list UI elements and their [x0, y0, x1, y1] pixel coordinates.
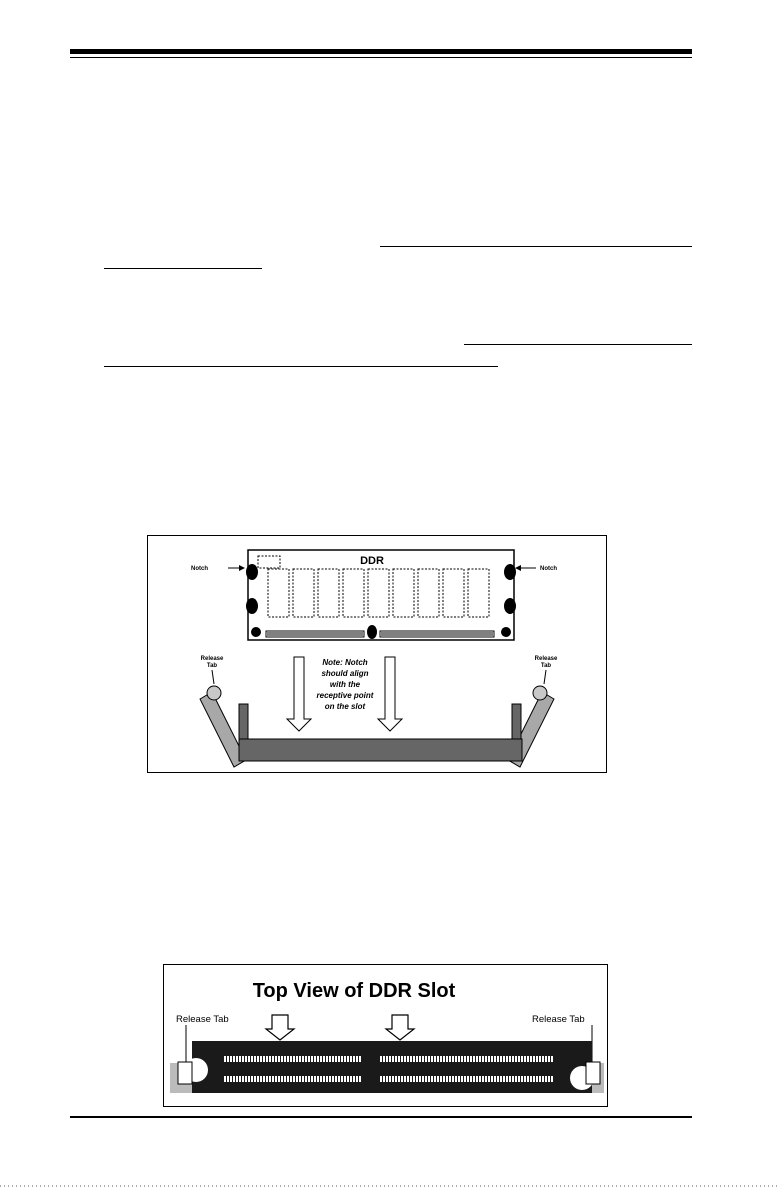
svg-text:should align: should align — [321, 669, 369, 678]
notch-label-left: Notch — [191, 566, 208, 572]
release-tab-left-line2: Tab — [206, 663, 218, 669]
underline-2b — [104, 366, 498, 367]
slot-release-tab-right — [586, 1062, 600, 1084]
slot-body — [192, 1041, 592, 1093]
gold-fingers — [266, 631, 494, 637]
scan-border-dots — [0, 1182, 779, 1189]
footer-rule — [70, 1116, 692, 1118]
svg-text:Note: Notch: Note: Notch — [322, 658, 368, 667]
underline-1a — [380, 246, 692, 247]
underline-2a — [464, 344, 692, 345]
header-rule-thick — [70, 49, 692, 54]
svg-text:receptive point: receptive point — [316, 691, 374, 700]
release-tab-label-right: Release Tab — [532, 1014, 585, 1025]
notch-label-right: Notch — [540, 566, 557, 572]
svg-text:on the slot: on the slot — [324, 702, 366, 711]
slot-release-tab-left — [178, 1062, 192, 1084]
ddr-installation-figure — [147, 535, 607, 773]
dimm-slot — [239, 704, 522, 761]
alignment-note — [317, 658, 374, 711]
release-tab-right-line2: Tab — [540, 663, 552, 669]
underline-1b — [104, 268, 262, 269]
release-tab-label-left: Release Tab — [176, 1014, 229, 1025]
header-rule-thin — [70, 57, 692, 58]
top-view-arrows — [266, 1015, 414, 1040]
figure2-title: Top View of DDR Slot — [252, 980, 456, 1002]
release-tab-right-line1: Release — [534, 656, 558, 662]
svg-text:with the: with the — [329, 680, 361, 689]
module-label: DDR — [360, 555, 384, 567]
ddr-slot-top-view-figure — [163, 964, 608, 1107]
release-tab-left-line1: Release — [200, 656, 224, 662]
